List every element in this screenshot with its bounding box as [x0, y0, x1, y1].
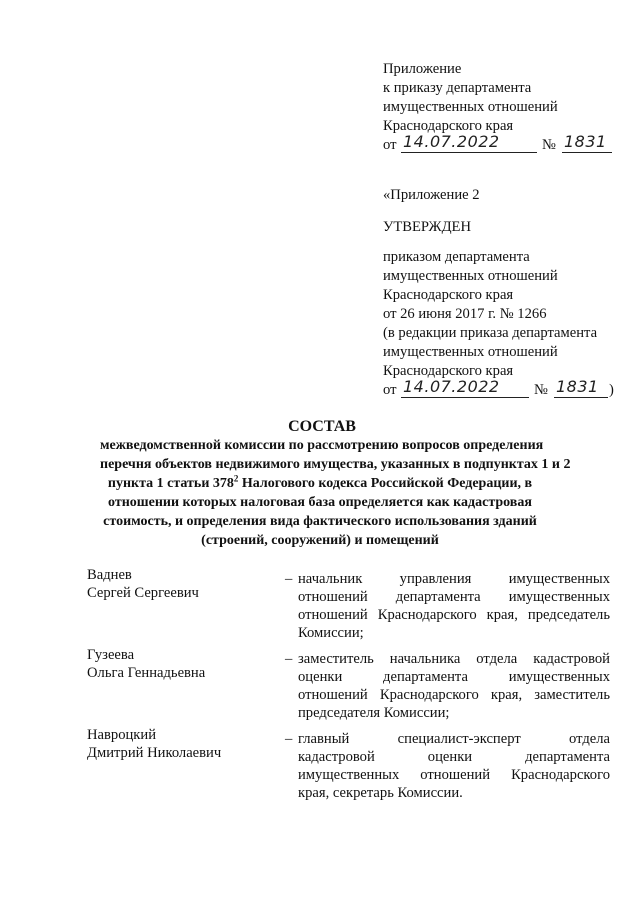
member-role — [298, 730, 610, 802]
date-underline — [401, 377, 529, 398]
title-line: (строений, сооружений) и помещений — [201, 533, 439, 548]
member-role — [298, 570, 610, 642]
number-label: № — [542, 137, 556, 153]
member-surname: Ваднев — [87, 567, 132, 583]
role-line: отношений департамента имущественных — [298, 589, 610, 605]
role-line: отношений Краснодарского края, председатель — [298, 607, 610, 623]
member-surname: Навроцкий — [87, 727, 157, 743]
handwritten-date: 14.07.2022 — [403, 132, 500, 151]
title-line: отношении которых налоговая база определяется как кадастровая — [108, 495, 532, 510]
role-line: председателя Комиссии; — [298, 705, 450, 721]
approved-line: Краснодарского края — [383, 363, 514, 379]
appendix-date-row — [383, 136, 396, 155]
appendix-header-line: Приложение — [383, 61, 462, 77]
title-part: пункта 1 статьи 378 — [107, 476, 234, 491]
role-line: заместитель начальника отдела кадастровой — [298, 651, 610, 667]
title-part: Налогового кодекса Российской Федерации, в — [241, 476, 533, 491]
approved-line: приказом департамента — [383, 249, 530, 265]
number-label: № — [534, 382, 548, 398]
number-underline — [554, 377, 608, 398]
role-line: Комиссии; — [298, 625, 364, 641]
role-line: кадастровой оценки департамента — [298, 749, 610, 765]
approved-line: Краснодарского края — [383, 287, 514, 303]
role-line: начальник управления имущественных — [298, 571, 610, 587]
member-role — [298, 650, 610, 722]
role-line: отношений Краснодарского края, заместитель — [298, 687, 610, 703]
approved-line: имущественных отношений — [383, 344, 558, 360]
appendix-header-line: Краснодарского края — [383, 118, 514, 134]
title-line-with-sup — [100, 474, 540, 493]
title-line: перечня объектов недвижимого имущества, указанных в подпунктах 1 и 2 — [100, 457, 571, 472]
member-dash: – — [285, 651, 293, 667]
title-line: межведомственной комиссии по рассмотрению вопросов определения — [100, 438, 544, 453]
role-line: оценки департамента имущественных — [298, 669, 610, 685]
document-heading: СОСТАВ — [288, 418, 356, 435]
member-dash: – — [285, 731, 293, 747]
close-paren: ) — [609, 382, 614, 398]
handwritten-date: 14.07.2022 — [403, 377, 500, 396]
approved-line: имущественных отношений — [383, 268, 558, 284]
handwritten-number: 1831 — [556, 377, 599, 396]
from-label: от — [383, 137, 397, 153]
role-line: имущественных отношений Краснодарского — [298, 767, 610, 783]
handwritten-number: 1831 — [564, 132, 607, 151]
appendix2-label: «Приложение 2 — [383, 187, 480, 203]
role-line: главный специалист-эксперт отдела — [298, 731, 610, 747]
date-underline — [401, 132, 537, 153]
title-superscript: 2 — [233, 473, 239, 484]
approved-date-row — [383, 381, 396, 400]
number-underline — [562, 132, 612, 153]
approved-heading: УТВЕРЖДЕН — [383, 219, 471, 235]
member-given-name: Ольга Геннадьевна — [87, 665, 206, 681]
member-surname: Гузеева — [87, 647, 135, 663]
appendix-header-line: имущественных отношений — [383, 99, 558, 115]
member-dash: – — [285, 571, 293, 587]
member-given-name: Сергей Сергеевич — [87, 585, 199, 601]
title-line: стоимость, и определения вида фактического использования зданий — [103, 514, 537, 529]
from-label: от — [383, 382, 397, 398]
approved-line: от 26 июня 2017 г. № 1266 — [383, 306, 547, 322]
member-given-name: Дмитрий Николаевич — [87, 745, 222, 761]
appendix-header-line: к приказу департамента — [383, 80, 532, 96]
role-line: края, секретарь Комиссии. — [298, 785, 463, 801]
approved-line: (в редакции приказа департамента — [383, 325, 598, 341]
